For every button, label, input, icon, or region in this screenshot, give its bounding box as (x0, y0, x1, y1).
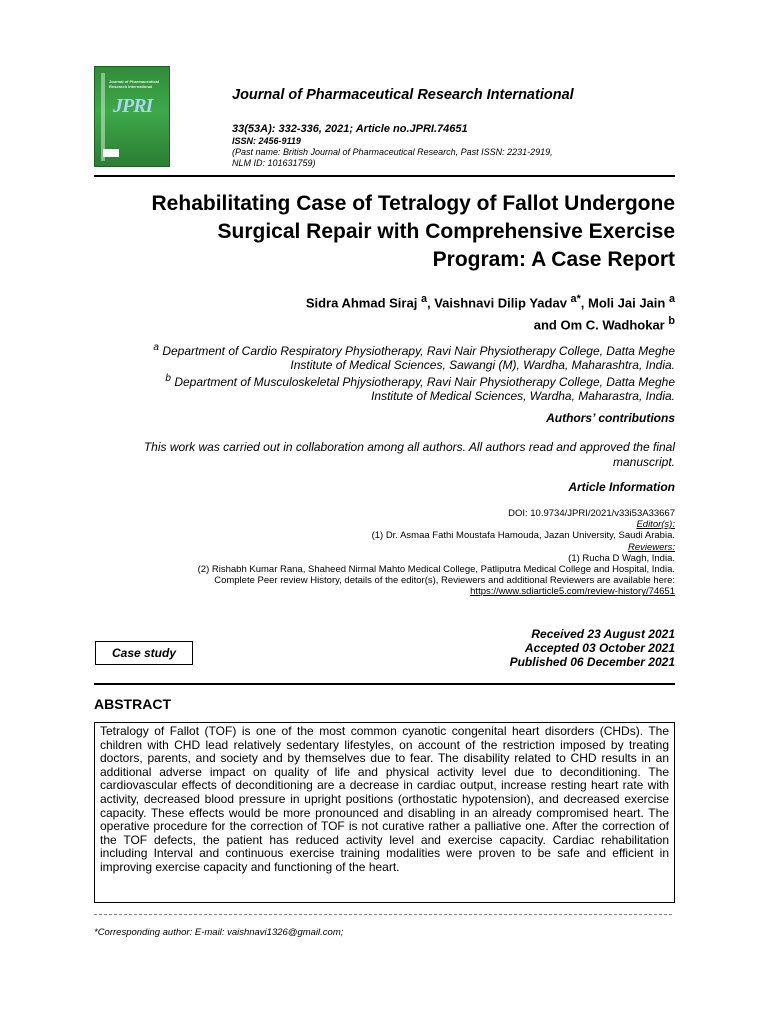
cover-stripe (101, 73, 105, 161)
affiliation-b-line1 (94, 372, 675, 389)
author-name: Vaishnavi Dilip Yadav (434, 295, 567, 311)
peer-review-note: Complete Peer review History, details of the editor(s), Reviewers and additional Reviewers are available here: (214, 575, 675, 587)
abstract-text: Tetralogy of Fallot (TOF) is one of the most common cyanotic congenital heart disorders (CHDs). The children with CHD lead relatively sedentary lifestyles, on account of the restriction imposed by treating doctors, parents, and society and by themselves due to fear. The disability related to CHD results in an additional adverse impact on quality of life and physical activity level due to deconditioning. The cardiovascular effects of deconditioning are a decrease in cardiac output, increase resting heart rate with activity, decreased blood pressure in upright positions (orthostatic hypotension), and decreased exercise capacity. These effects would be more pronounced and disabling in an already compromised heart. The operative procedure for the correction of TOF is not curative rather a palliative one. After the correction of the TOF defects, the patient has reduced activity level and exercise capacity. Cardiac rehabilitation including Interval and continuous exercise training modalities were proven to be safe and efficient in improving exercise capacity and functioning of the heart. (94, 722, 675, 903)
author-name: Moli Jai Jain (588, 295, 666, 311)
author-name: Sidra Ahmad Siraj (305, 295, 418, 311)
journal-name: Journal of Pharmaceutical Research International (232, 87, 574, 103)
affiliation-a-line1 (94, 341, 675, 358)
author-sup: a (420, 293, 427, 305)
authors (94, 290, 675, 335)
past-name-line1: (Past name: British Journal of Pharmaceutical Research, Past ISSN: 2231-2919, (232, 147, 553, 157)
authors-line2 (94, 312, 675, 334)
received-date: Received 23 August 2021 (531, 627, 675, 641)
author-sup: a* (570, 293, 581, 305)
published-date: Published 06 December 2021 (509, 655, 675, 669)
section-rule (94, 683, 675, 685)
article-info-heading: Article Information (568, 480, 675, 494)
affiliation-b-line2: Institute of Medical Sciences, Wardha, Maharastra, India. (371, 389, 675, 403)
peer-review-link[interactable]: https://www.sdiarticle5.com/review-history/74651 (470, 586, 675, 598)
cover-barcode (103, 149, 119, 157)
authors-line1: Sidra Ahmad Siraj $^a$, Vaishnavi Dilip Yadav $^{a*}$, Moli Jai Jain $^a$ (305, 293, 675, 311)
cover-title: Journal of Pharmaceutical Research International (109, 79, 160, 89)
issn: ISSN: 2456-9119 (232, 136, 301, 146)
title-line3: Program: A Case Report (432, 248, 675, 271)
editor-1: (1) Dr. Asmaa Fathi Moustafa Hamouda, Jazan University, Saudi Arabia. (371, 530, 675, 542)
accepted-date: Accepted 03 October 2021 (524, 641, 675, 655)
past-name-line2: NLM ID: 101631759) (232, 158, 316, 168)
doi: DOI: 10.9734/JPRI/2021/v33i53A33667 (508, 508, 675, 519)
article-info (94, 508, 675, 598)
affiliations (94, 341, 675, 403)
title-line1: Rehabilitating Case of Tetralogy of Fallot Undergone (151, 192, 675, 215)
footnote-rule (94, 914, 672, 915)
citation: 33(53A): 332-336, 2021; Article no.JPRI.74651 (232, 123, 468, 135)
author-sup: a (668, 293, 675, 305)
article-dates (94, 627, 675, 669)
paper-title (94, 190, 675, 274)
title-line2: Surgical Repair with Comprehensive Exercise (217, 220, 675, 243)
case-study-label: Case study (95, 641, 193, 665)
contrib-line2: manuscript. (612, 454, 675, 469)
affil-text: Department of Musculoskeletal Phjysiotherapy, Ravi Nair Physiotherapy College, Datta Meghe (174, 375, 675, 389)
contrib-line1: This work was carried out in collaboration among all authors. All authors read and approved the final (143, 440, 675, 454)
contributions-text (94, 440, 675, 469)
author-name: and Om C. Wadhokar (533, 317, 665, 333)
reviewer-1: (1) Rucha D Wagh, India. (568, 552, 675, 564)
affil-sup: a (153, 342, 159, 353)
past-name (232, 147, 652, 169)
reviewer-2: (2) Rishabh Kumar Rana, Shaheed Nirmal Mahto Medical College, Patliputra Medical College and Hospital, India. (197, 564, 675, 576)
reviewers-label: Reviewers: (628, 541, 675, 553)
abstract-heading: ABSTRACT (94, 696, 171, 712)
editors-label: Editor(s): (636, 519, 675, 531)
author-sup: b (668, 315, 675, 328)
affiliation-a-line2: Institute of Medical Sciences, Sawangi (M), Wardha, Maharashtra, India. (290, 358, 675, 372)
cover-logo: JPRI (113, 95, 153, 117)
affil-text: Department of Cardio Respiratory Physiotherapy, Ravi Nair Physiotherapy College, Datta Meghe (162, 344, 675, 358)
journal-cover-image (94, 66, 170, 167)
corresponding-author-footnote: *Corresponding author: E-mail: vaishnavi1326@gmail.com; (94, 927, 344, 938)
contributions-heading: Authors’ contributions (546, 411, 675, 425)
header-rule (94, 175, 675, 177)
affil-sup: b (165, 373, 171, 384)
